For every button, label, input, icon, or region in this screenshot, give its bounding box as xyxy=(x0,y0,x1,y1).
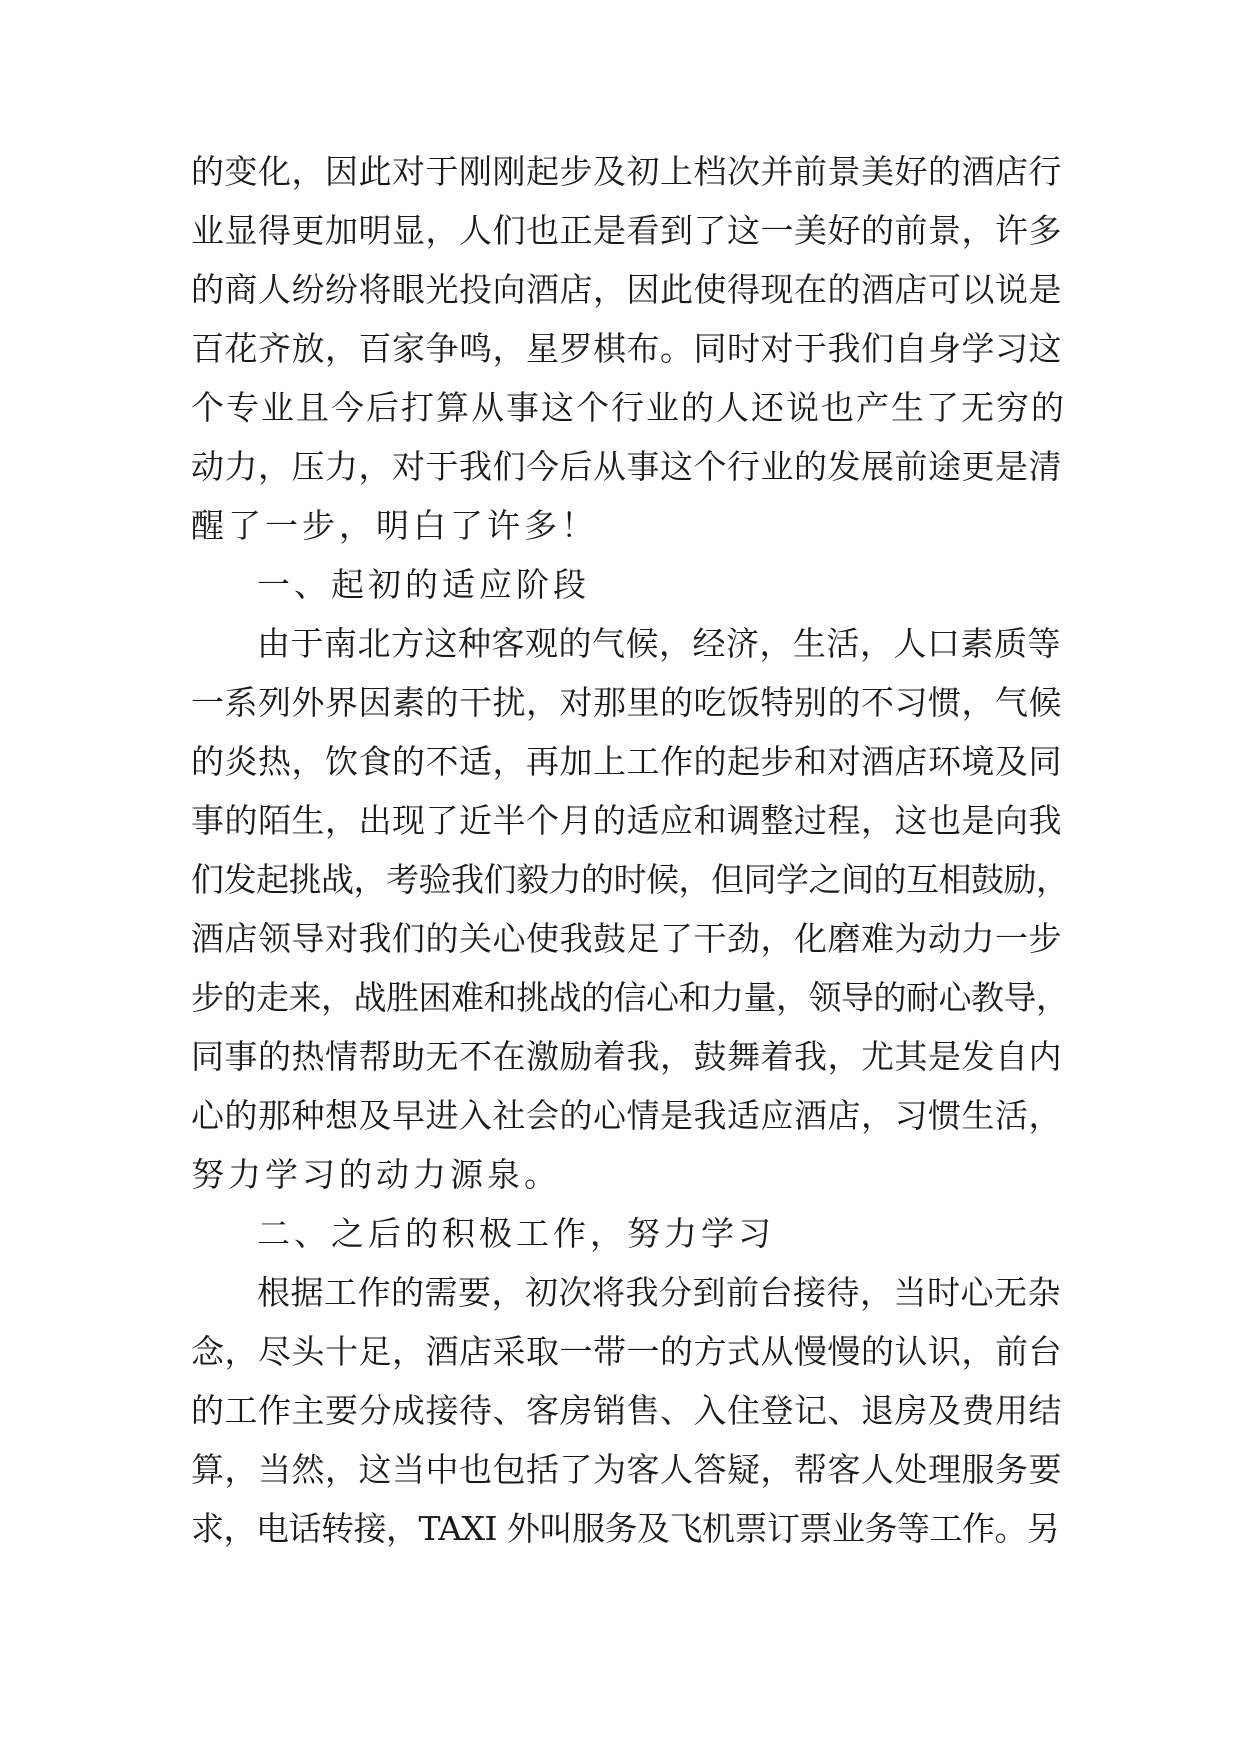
text-line: 一系列外界因素的干扰，对那里的吃饭特别的不习惯，气候 xyxy=(191,683,1062,722)
text-line: 努力学习的动力源泉。 xyxy=(191,1155,561,1194)
body-text xyxy=(191,142,1071,1558)
text-line: 醒了一步，明白了许多！ xyxy=(191,506,598,545)
text-line: 事的陌生，出现了近半个月的适应和调整过程，这也是向我 xyxy=(191,801,1062,840)
text-line: 的工作主要分成接待、客房销售、入住登记、退房及费用结 xyxy=(191,1391,1062,1430)
text-line: 们发起挑战，考验我们毅力的时候，但同学之间的互相鼓励， xyxy=(191,860,1069,899)
text-line: 由于南北方这种客观的气候，经济，生活，人口素质等 xyxy=(257,624,1061,663)
text-line: 的商人纷纷将眼光投向酒店，因此使得现在的酒店可以说是 xyxy=(191,270,1062,309)
section-heading: 二、之后的积极工作，努力学习 xyxy=(257,1214,775,1253)
text-line: 算，当然，这当中也包括了为客人答疑，帮客人处理服务要 xyxy=(191,1450,1062,1489)
text-line: 求，电话转接，TAXI 外叫服务及飞机票订票业务等工作。另 xyxy=(191,1509,1060,1548)
text-line: 心的那种想及早进入社会的心情是我适应酒店，习惯生活， xyxy=(191,1096,1062,1135)
text-line: 根据工作的需要，初次将我分到前台接待，当时心无杂 xyxy=(257,1273,1061,1312)
text-line: 的炎热，饮食的不适，再加上工作的起步和对酒店环境及同 xyxy=(191,742,1062,781)
text-line: 业显得更加明显，人们也正是看到了这一美好的前景，许多 xyxy=(191,211,1062,250)
text-line: 酒店领导对我们的关心使我鼓足了干劲，化磨难为动力一步 xyxy=(191,919,1062,958)
text-line: 个专业且今后打算从事这个行业的人还说也产生了无穷的 xyxy=(191,388,1066,427)
text-line: 动力，压力，对于我们今后从事这个行业的发展前途更是清 xyxy=(191,447,1062,486)
text-line: 念，尽头十足，酒店采取一带一的方式从慢慢的认识，前台 xyxy=(191,1332,1062,1371)
text-line: 同事的热情帮助无不在激励着我，鼓舞着我，尤其是发自内 xyxy=(191,1037,1062,1076)
text-line: 百花齐放，百家争鸣，星罗棋布。同时对于我们自身学习这 xyxy=(191,329,1062,368)
section-heading: 一、起初的适应阶段 xyxy=(257,565,590,604)
text-line: 步的走来，战胜困难和挑战的信心和力量，领导的耐心教导， xyxy=(191,978,1069,1017)
text-line: 的变化，因此对于刚刚起步及初上档次并前景美好的酒店行 xyxy=(191,152,1062,191)
